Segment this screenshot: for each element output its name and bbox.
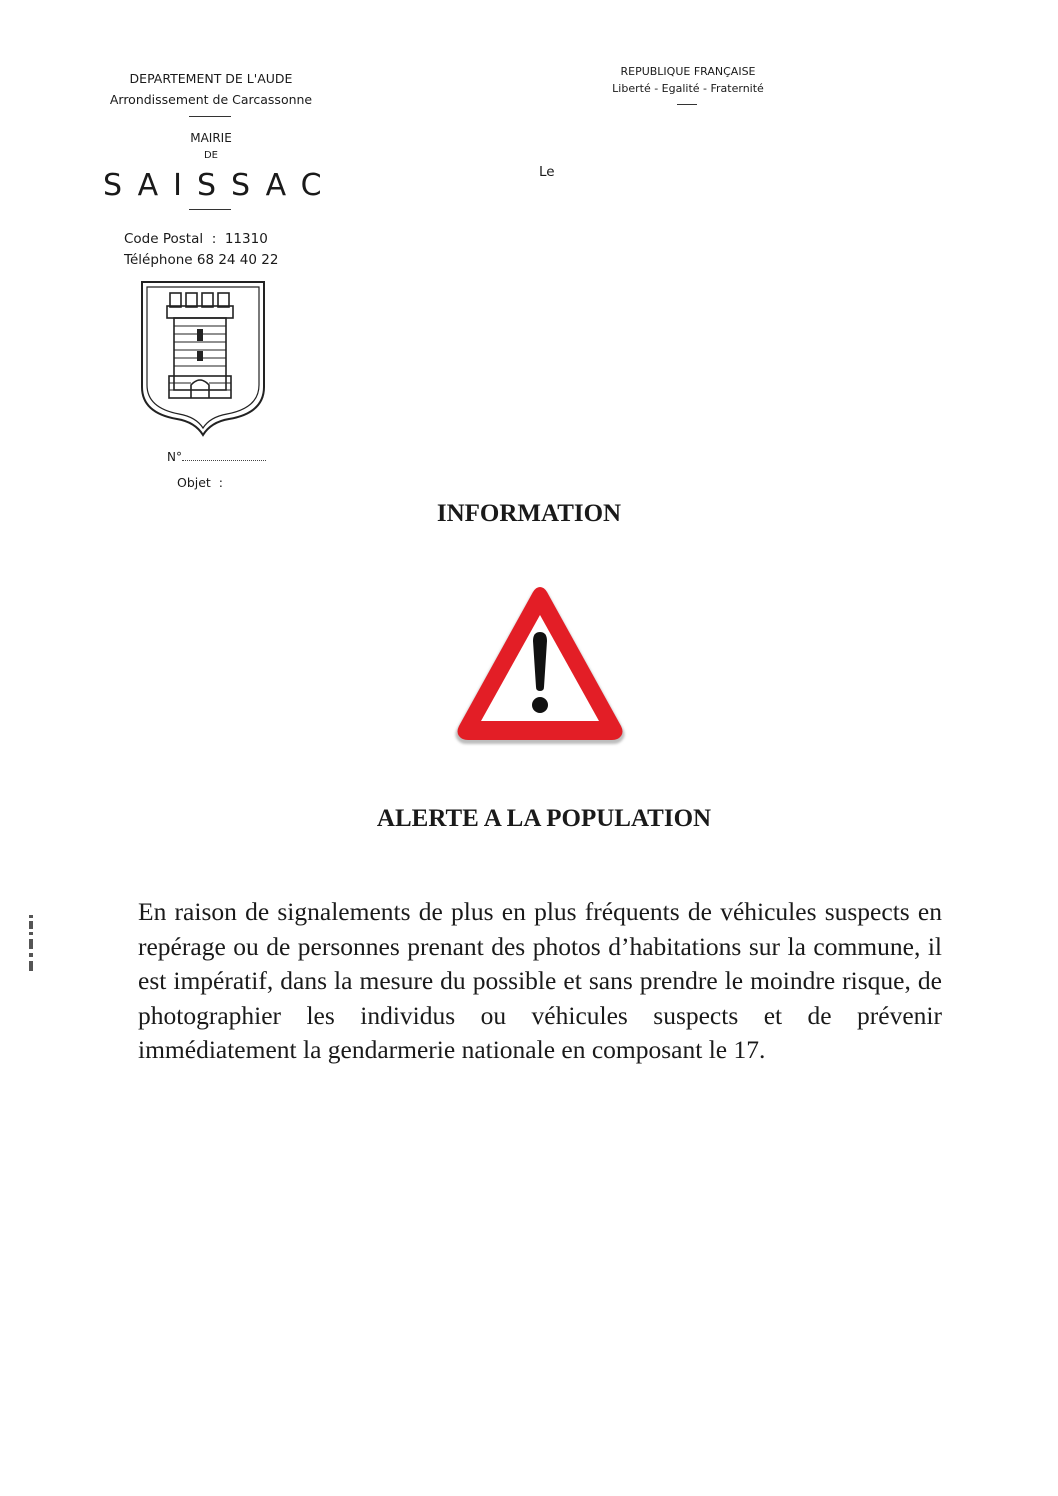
arrondissement: Arrondissement de Carcassonne xyxy=(109,92,313,107)
de-label: DE xyxy=(203,150,219,161)
alert-message: En raison de signalements de plus en plus fréquents de véhicules suspects en repérage ou de personnes prenant des photos d’habitations sur la commune, il est impératif, dans la mesure du possible et sans prendre le moindre risque, de photographier les individus ou véhicules suspects et de prévenir immédiatement la gendarmerie nationale en composant le 17. xyxy=(138,897,942,1065)
mairie-label: MAIRIE xyxy=(190,131,232,145)
page-title: INFORMATION xyxy=(436,500,622,527)
postal-code: Code Postal : 11310 xyxy=(124,231,268,247)
warning-triangle-icon xyxy=(451,583,629,748)
divider xyxy=(677,104,697,105)
contact-block xyxy=(124,229,278,271)
republic-name: REPUBLIQUE FRANÇAISE xyxy=(620,65,756,78)
divider xyxy=(189,209,231,210)
objet-label: Objet : xyxy=(177,475,223,490)
alert-title: ALERTE A LA POPULATION xyxy=(376,805,712,832)
margin-barcode xyxy=(26,915,36,975)
tower-coat-of-arms-icon xyxy=(139,279,267,437)
numero-blank xyxy=(182,449,266,461)
town-name: SAISSAC xyxy=(103,168,337,203)
department-name: DEPARTEMENT DE L'AUDE xyxy=(129,71,293,86)
numero-label: N° xyxy=(167,450,182,464)
department-header xyxy=(88,68,334,110)
date-label: Le xyxy=(539,164,555,180)
mairie-block xyxy=(88,129,334,165)
divider xyxy=(189,116,231,117)
republic-header xyxy=(588,63,788,97)
republic-motto: Liberté - Egalité - Fraternité xyxy=(612,82,764,95)
phone-number: Téléphone 68 24 40 22 xyxy=(124,252,279,268)
reference-number xyxy=(167,449,266,464)
